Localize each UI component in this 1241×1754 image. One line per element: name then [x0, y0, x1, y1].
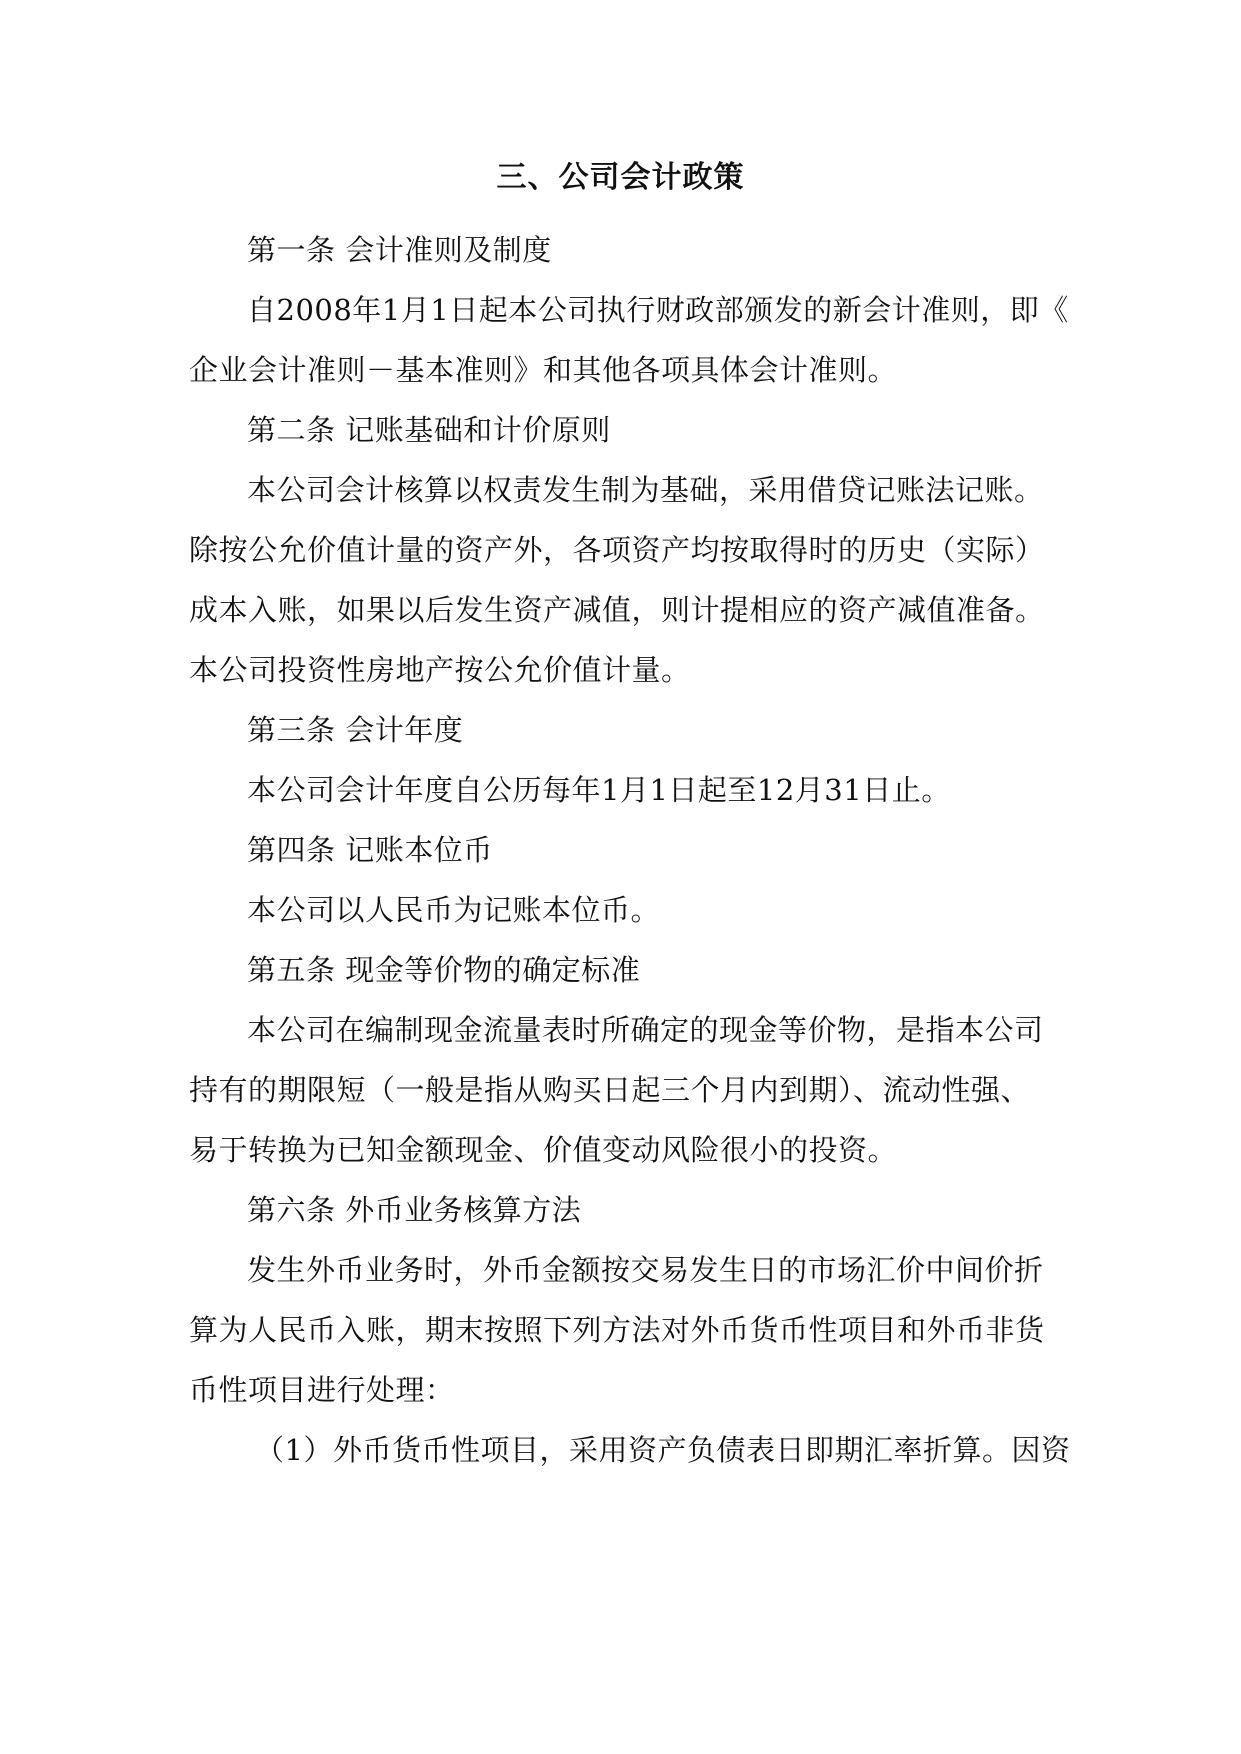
paragraph-line: 币性项目进行处理：: [189, 1373, 455, 1407]
paragraph-line: 持有的期限短（一般是指从购买日起三个月内到期）、流动性强、: [189, 1073, 1031, 1107]
paragraph-line: 本公司投资性房地产按公允价值计量。: [189, 653, 691, 687]
paragraph-line: 易于转换为已知金额现金、价值变动风险很小的投资。: [189, 1133, 898, 1167]
paragraph-line: 企业会计准则－基本准则》和其他各项具体会计准则。: [189, 353, 898, 387]
page-title: 三、公司会计政策: [496, 160, 745, 195]
list-item-1: （1）外币货币性项目，采用资产负债表日即期汇率折算。因资: [255, 1433, 1071, 1467]
article-5-heading: 第五条 现金等价物的确定标准: [247, 953, 641, 987]
paragraph-line: 本公司会计年度自公历每年1月1日起至12月31日止。: [247, 773, 951, 807]
article-4-heading: 第四条 记账本位币: [247, 833, 493, 867]
paragraph-line: 发生外币业务时，外币金额按交易发生日的市场汇价中间价折: [247, 1253, 1044, 1287]
article-3-heading: 第三条 会计年度: [247, 713, 464, 747]
article-6-heading: 第六条 外币业务核算方法: [247, 1193, 582, 1227]
paragraph-line: 算为人民币入账，期末按照下列方法对外币货币性项目和外币非货: [189, 1313, 1045, 1347]
paragraph-line: 本公司会计核算以权责发生制为基础，采用借贷记账法记账。: [247, 473, 1044, 507]
paragraph-line: 本公司在编制现金流量表时所确定的现金等价物，是指本公司: [247, 1013, 1044, 1047]
paragraph-line: 除按公允价值计量的资产外，各项资产均按取得时的历史（实际）: [189, 533, 1045, 567]
paragraph-line: 本公司以人民币为记账本位币。: [247, 893, 661, 927]
article-1-heading: 第一条 会计准则及制度: [247, 233, 552, 267]
paragraph-line: 成本入账，如果以后发生资产减值，则计提相应的资产减值准备。: [189, 593, 1045, 627]
paragraph-line: 自2008年1月1日起本公司执行财政部颁发的新会计准则，即《: [247, 293, 1069, 327]
article-2-heading: 第二条 记账基础和计价原则: [247, 413, 611, 447]
